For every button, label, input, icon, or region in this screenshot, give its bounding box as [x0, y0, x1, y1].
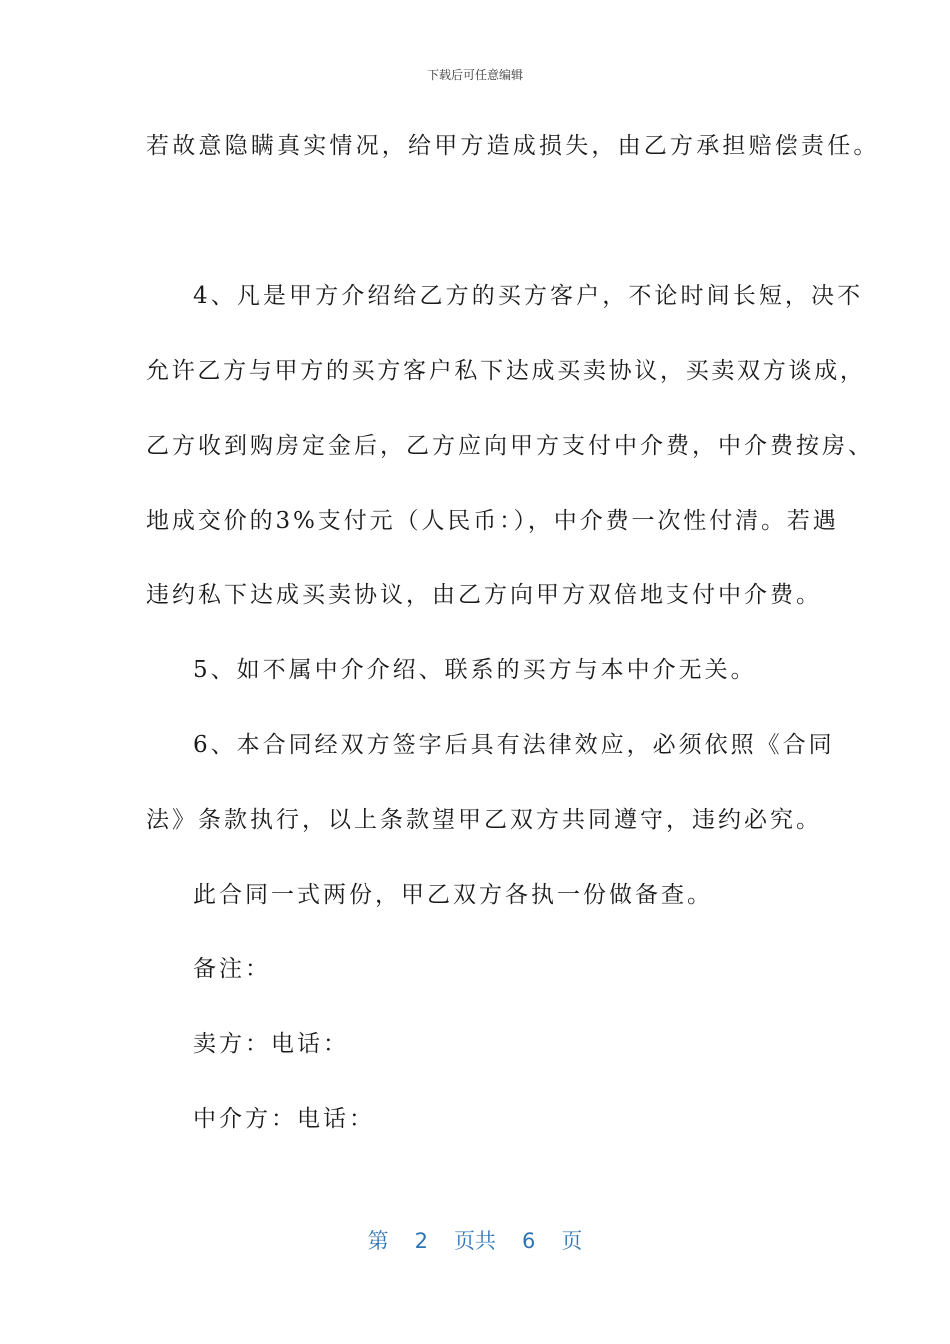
seller-phone-label: 卖方：电话：: [193, 1031, 349, 1057]
footer-prefix: 第: [367, 1229, 389, 1253]
paragraph-line: 6、本合同经双方签字后具有法律效应，必须依照《合同: [193, 732, 835, 758]
footer-suffix: 页: [561, 1229, 583, 1253]
page-number-footer: [0, 1225, 950, 1255]
paragraph-line: 法》条款执行，以上条款望甲乙双方共同遵守，违约必究。: [146, 807, 822, 833]
paragraph-line: 地成交价的3%支付元（人民币：），中介费一次性付清。若遇: [146, 508, 839, 534]
paragraph-line: 此合同一式两份，甲乙双方各执一份做备查。: [193, 882, 713, 908]
paragraph-line: 4、凡是甲方介绍给乙方的买方客户，不论时间长短，决不: [193, 283, 864, 309]
footer-current-page: 2: [414, 1229, 428, 1253]
paragraph-line: 若故意隐瞒真实情况，给甲方造成损失，由乙方承担赔偿责任。: [146, 133, 880, 159]
footer-total-pages: 6: [522, 1229, 536, 1253]
remarks-label: 备注：: [193, 956, 271, 982]
footer-middle: 页共: [454, 1229, 496, 1253]
paragraph-line: 允许乙方与甲方的买方客户私下达成买卖协议，买卖双方谈成，: [146, 358, 866, 384]
paragraph-line: 违约私下达成买卖协议，由乙方向甲方双倍地支付中介费。: [146, 582, 822, 608]
page-header: 下载后可任意编辑: [426, 68, 523, 82]
paragraph-line: 5、如不属中介介绍、联系的买方与本中介无关。: [193, 657, 757, 683]
agent-phone-label: 中介方：电话：: [193, 1106, 375, 1132]
paragraph-line: 乙方收到购房定金后，乙方应向甲方支付中介费，中介费按房、: [146, 433, 874, 459]
